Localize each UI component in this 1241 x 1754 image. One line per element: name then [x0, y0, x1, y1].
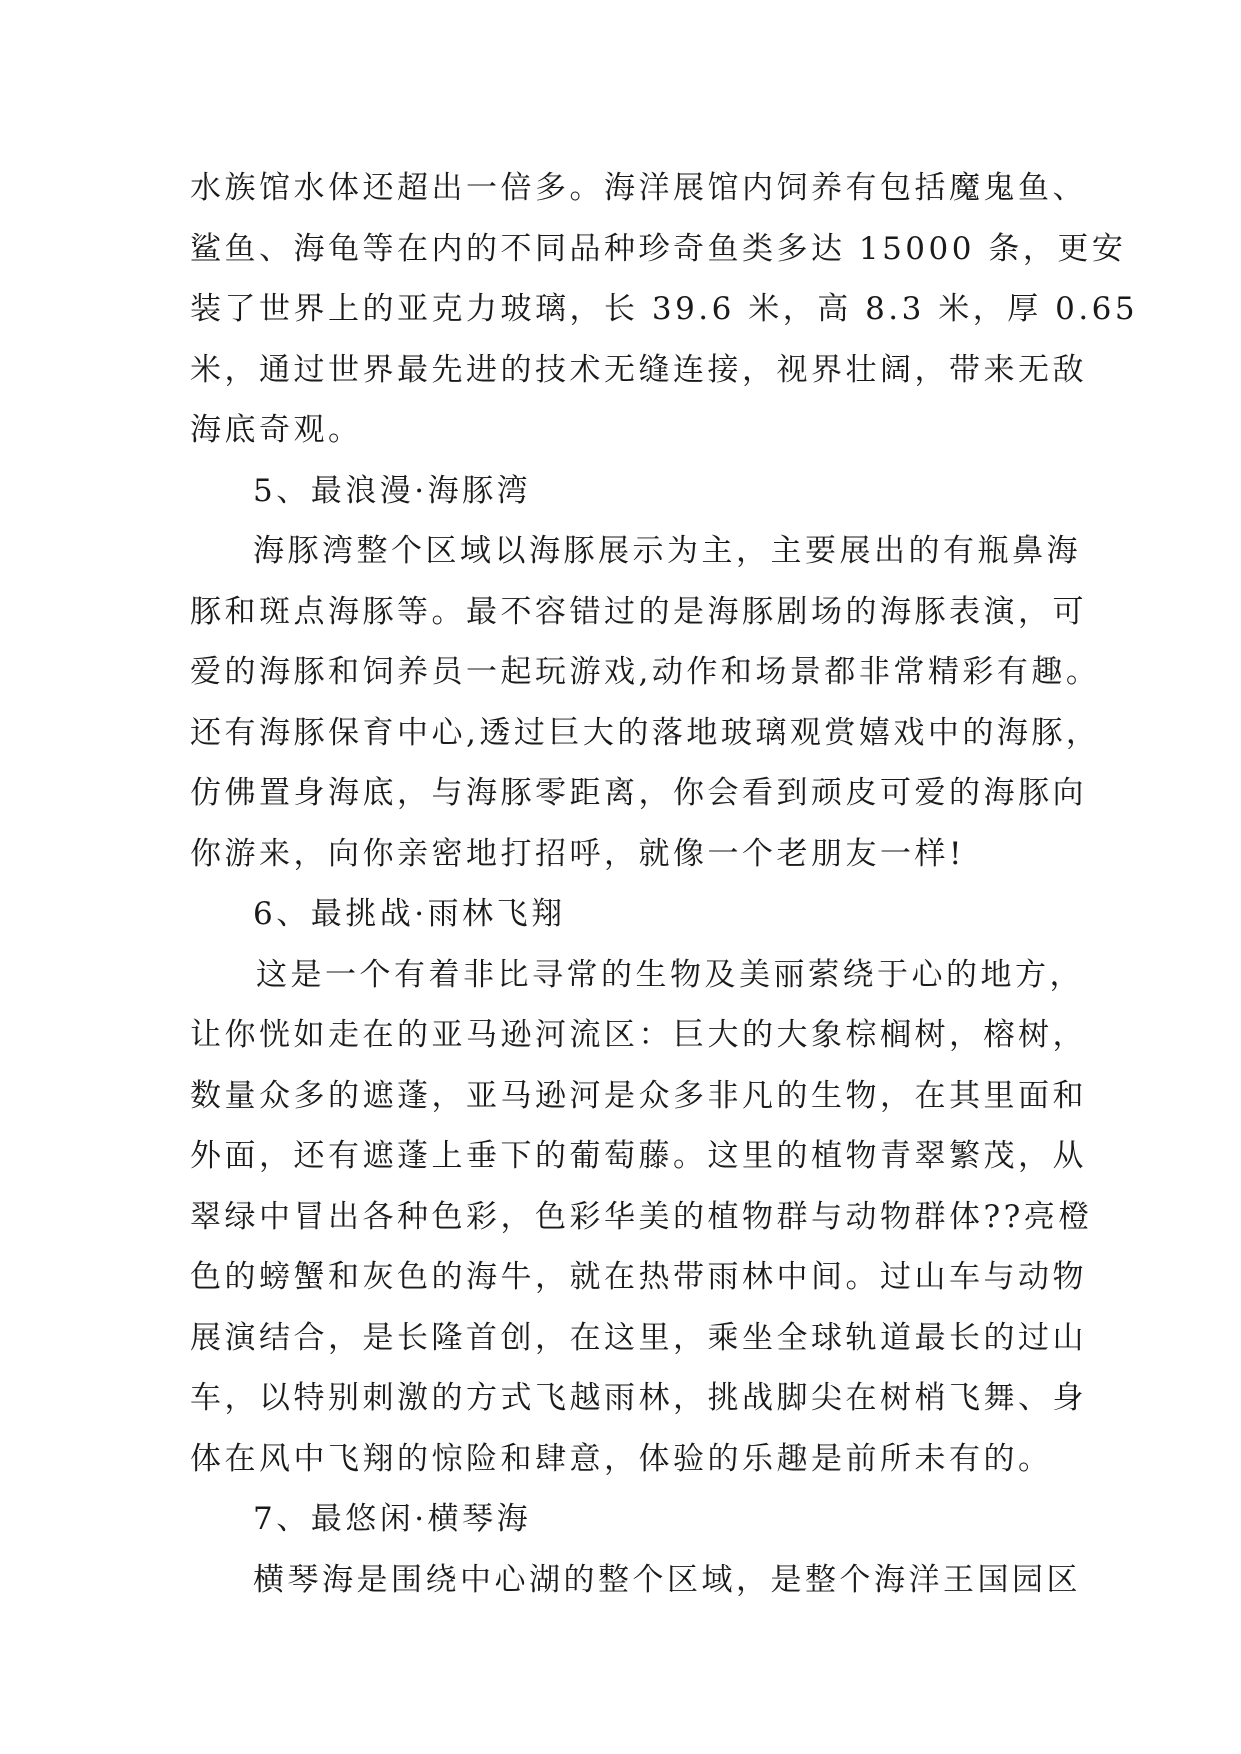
text-line: 翠绿中冒出各种色彩，色彩华美的植物群与动物群体??亮橙: [190, 1198, 1093, 1235]
section-heading: 5、最浪漫·海豚湾: [253, 472, 532, 509]
text-line: 你游来，向你亲密地打招呼，就像一个老朋友一样!: [190, 835, 965, 872]
text-line: 让你恍如走在的亚马逊河流区：巨大的大象棕榈树，榕树，: [190, 1017, 1087, 1053]
text-line: 色的螃蟹和灰色的海牛，就在热带雨林中间。过山车与动物: [190, 1259, 1087, 1295]
section-heading: 6、最挑战·雨林飞翔: [253, 896, 566, 932]
text-line: 数量众多的遮蓬，亚马逊河是众多非凡的生物，在其里面和: [190, 1077, 1087, 1114]
document-body: [190, 158, 1139, 1610]
text-line: 还有海豚保育中心,透过巨大的落地玻璃观赏嬉戏中的海豚，: [190, 714, 1101, 751]
text-line: 车，以特别刺激的方式飞越雨林，挑战脚尖在树梢飞舞、身: [190, 1380, 1087, 1416]
text-line: 装了世界上的亚克力玻璃，长 39.6 米，高 8.3 米，厚 0.65: [190, 291, 1139, 327]
text-line: 这是一个有着非比寻常的生物及美丽萦绕于心的地方，: [256, 956, 1084, 993]
text-line: 外面，还有遮蓬上垂下的葡萄藤。这里的植物青翠繁茂，从: [190, 1138, 1087, 1174]
text-line: 水族馆水体还超出一倍多。海洋展馆内饲养有包括魔鬼鱼、: [190, 170, 1087, 206]
text-line: 海豚湾整个区域以海豚展示为主，主要展出的有瓶鼻海: [253, 533, 1081, 569]
text-line: 海底奇观。: [190, 412, 363, 448]
text-line: 米，通过世界最先进的技术无缝连接，视界壮阔，带来无敌: [190, 351, 1087, 388]
text-line: 豚和斑点海豚等。最不容错过的是海豚剧场的海豚表演，可: [190, 593, 1087, 630]
text-line: 展演结合，是长隆首创，在这里，乘坐全球轨道最长的过山: [190, 1319, 1087, 1356]
text-line: 仿佛置身海底，与海豚零距离，你会看到顽皮可爱的海豚向: [190, 775, 1087, 811]
text-line: 横琴海是围绕中心湖的整个区域，是整个海洋王国园区: [253, 1561, 1081, 1598]
section-heading: 7、最悠闲·横琴海: [253, 1501, 532, 1537]
text-line: 爱的海豚和饲养员一起玩游戏,动作和场景都非常精彩有趣。: [190, 654, 1101, 690]
text-line: 体在风中飞翔的惊险和肆意，体验的乐趣是前所未有的。: [190, 1440, 1053, 1477]
text-line: 鲨鱼、海龟等在内的不同品种珍奇鱼类多达 15000 条，更安: [190, 230, 1127, 267]
